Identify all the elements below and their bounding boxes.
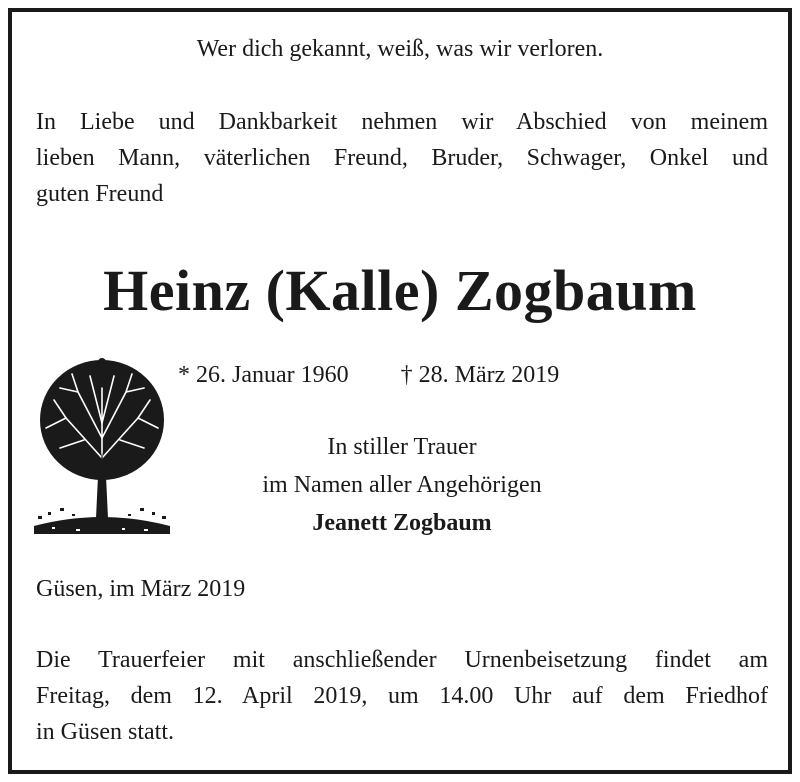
intro-line: In Liebe und Dankbarkeit nehmen wir Abschied von meinem: [36, 109, 768, 135]
tree-icon: [32, 348, 172, 534]
service-info: [36, 642, 768, 750]
signer-name: Jeanett Zogbaum: [312, 510, 492, 536]
intro-line: lieben Mann, väterlichen Freund, Bruder, Schwager, Onkel und: [36, 145, 768, 171]
service-line: Die Trauerfeier mit anschließender Urnenbeisetzung findet am: [36, 647, 768, 673]
mourning-line: im Namen aller Angehörigen: [262, 472, 542, 498]
service-line: Freitag, dem 12. April 2019, um 14.00 Uhr auf dem Friedhof: [36, 683, 768, 709]
mourning-line: In stiller Trauer: [327, 434, 477, 460]
mourning-block: [192, 428, 612, 542]
death-date: † 28. März 2019: [400, 362, 560, 388]
birth-date: * 26. Januar 1960: [178, 362, 349, 388]
place-date: Güsen, im März 2019: [36, 576, 246, 602]
obituary-notice: [8, 8, 792, 774]
motto: Wer dich gekannt, weiß, was wir verloren.: [196, 36, 604, 62]
service-line: in Güsen statt.: [36, 719, 174, 745]
deceased-name: Heinz (Kalle) Zogbaum: [103, 258, 697, 323]
life-dates: [178, 360, 559, 390]
intro-line: guten Freund: [36, 181, 164, 207]
intro-text: [36, 104, 768, 212]
